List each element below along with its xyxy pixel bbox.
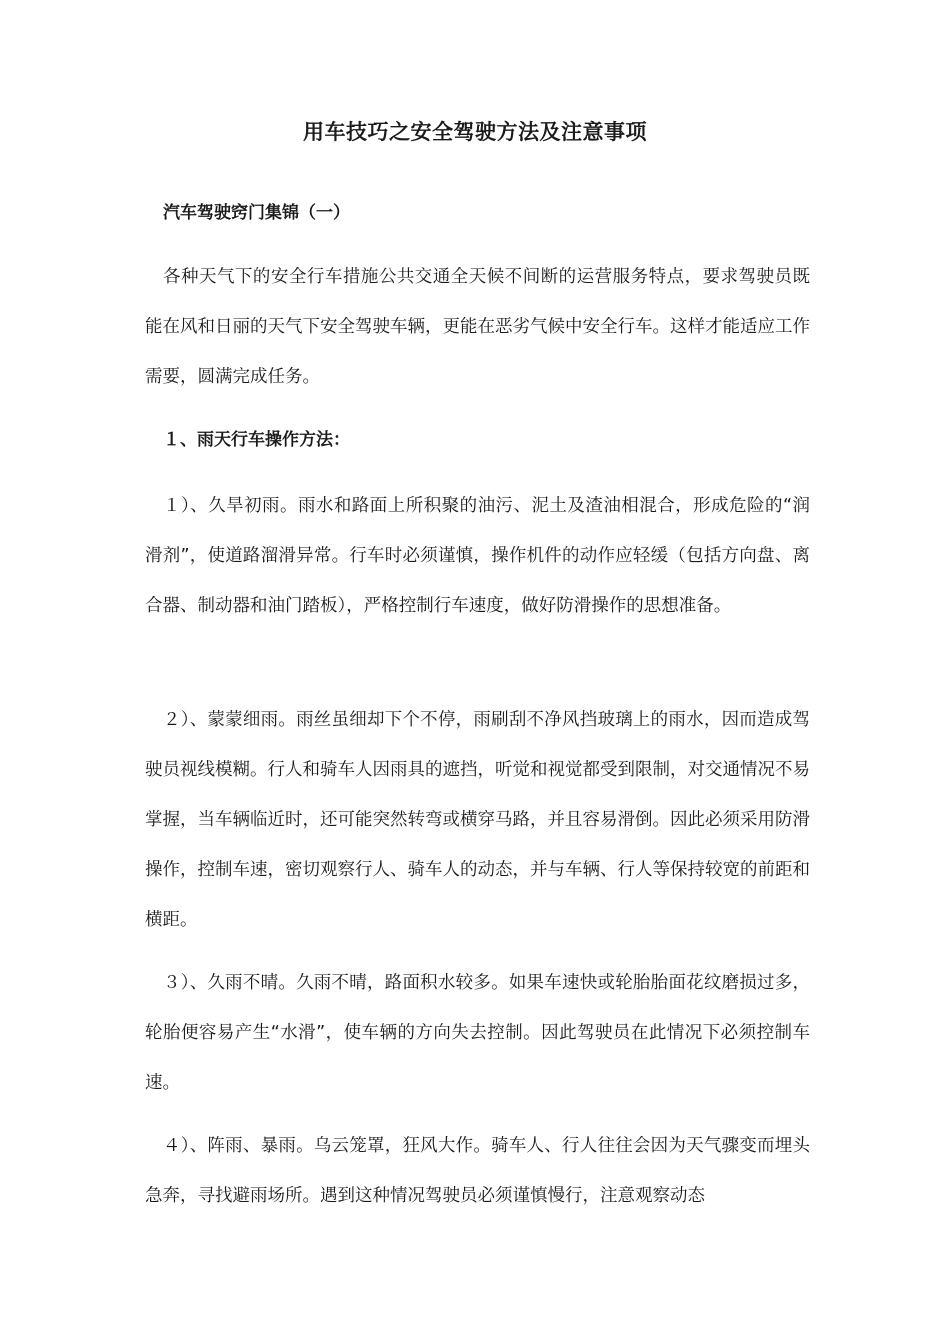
list-item: １）、久旱初雨。雨水和路面上所积聚的油污、泥土及渣油相混合，形成危险的“润滑剂”，使道路溜滑异常。行车时必须谨慎，操作机件的动作应轻缓（包括方向盘、离合器、制动器和油门踏板），严格控制行车速度，做好防滑操作的思想准备。 [145, 496, 810, 616]
intro-paragraph: 各种天气下的安全行车措施公共交通全天候不间断的运营服务特点，要求驾驶员既能在风和日丽的天气下安全驾驶车辆，更能在恶劣气候中安全行车。这样才能适应工作需要，圆满完成任务。 [145, 267, 810, 387]
page-title: 用车技巧之安全驾驶方法及注意事项 [303, 120, 647, 144]
section-heading-rain-driving: １、雨天行车操作方法： [163, 430, 350, 450]
list-item: ３）、久雨不晴。久雨不晴，路面积水较多。如果车速快或轮胎胎面花纹磨损过多，轮胎便容易产生“水滑”，使车辆的方向失去控制。因此驾驶员在此情况下必须控制车速。 [145, 973, 810, 1093]
subtitle: 汽车驾驶窍门集锦（一） [163, 203, 350, 223]
list-item: ４）、阵雨、暴雨。乌云笼罩，狂风大作。骑车人、行人往往会因为天气骤变而埋头急奔，寻找避雨场所。遇到这种情况驾驶员必须谨慎慢行，注意观察动态 [145, 1136, 810, 1206]
list-item: ２）、蒙蒙细雨。雨丝虽细却下个不停，雨刷刮不净风挡玻璃上的雨水，因而造成驾驶员视线模糊。行人和骑车人因雨具的遮挡，听觉和视觉都受到限制，对交通情况不易掌握，当车辆临近时，还可能突然转弯或横穿马路，并且容易滑倒。因此必须采用防滑操作，控制车速，密切观察行人、骑车人的动态，并与车辆、行人等保持较宽的前距和横距。 [145, 710, 810, 930]
